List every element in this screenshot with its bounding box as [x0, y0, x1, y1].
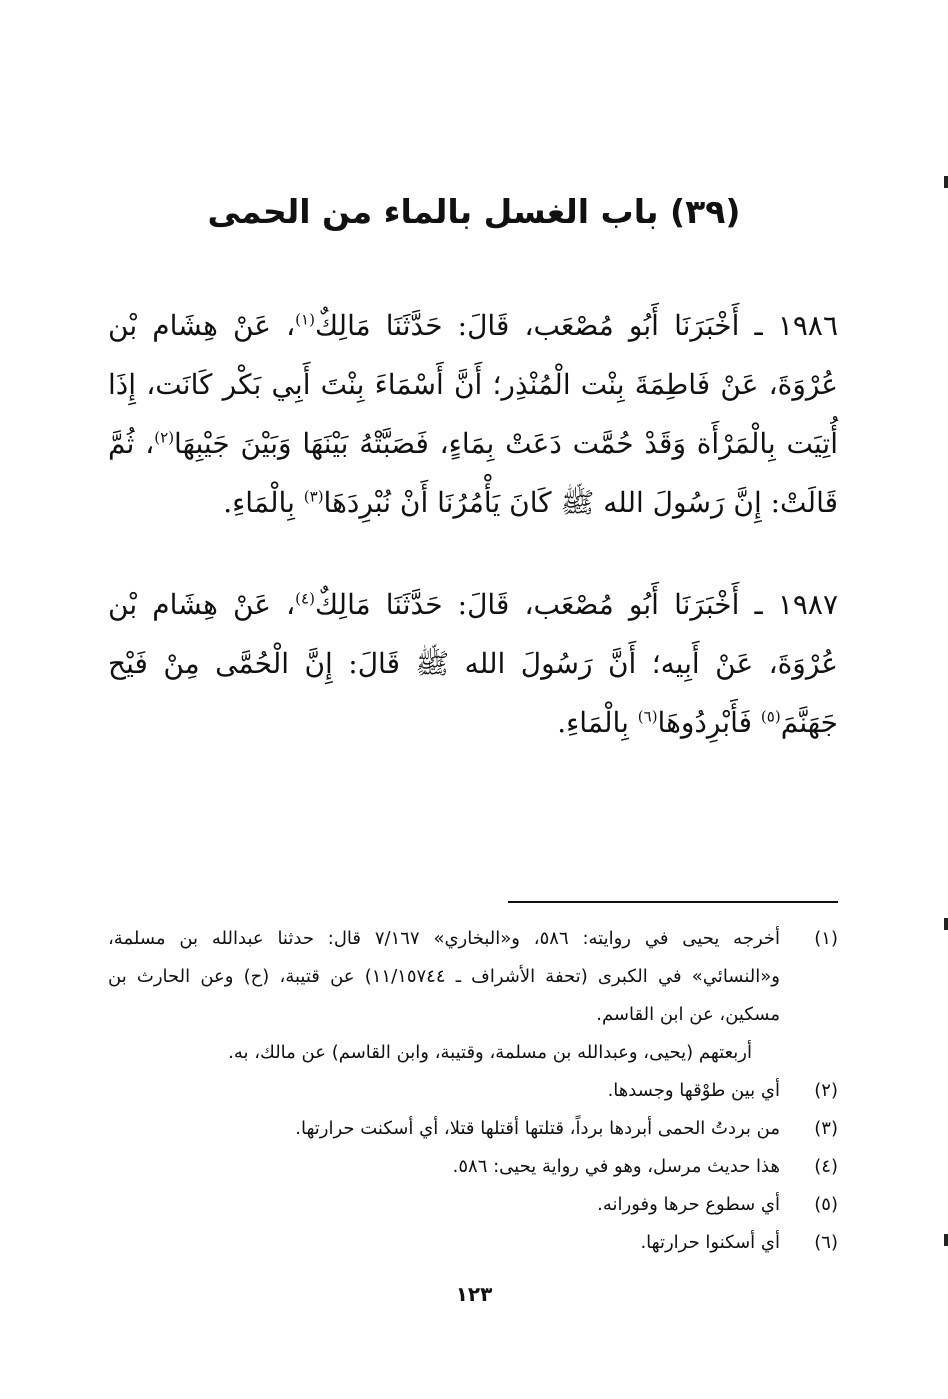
footnote-text: أي سطوع حرها وفورانه.: [597, 1194, 780, 1215]
page-number: ١٢٣: [455, 1282, 493, 1306]
scan-edge-mark: [944, 918, 948, 930]
footnote-6: [108, 1224, 838, 1262]
hadith-text: بِالْمَاءِ.: [223, 486, 304, 519]
footnote-separator: [508, 901, 838, 903]
footnote-text: هذا حديث مرسل، وهو في رواية يحيى: ٥٨٦.: [452, 1156, 780, 1177]
hadith-text: ١٩٨٦ ـ أَخْبَرَنَا أَبُو مُصْعَب، قَالَ: حَدَّثَنَا مَالِكٌ: [314, 309, 838, 342]
footnote-ref-3[interactable]: (٣): [303, 487, 324, 506]
footnotes-list: [108, 920, 838, 1262]
footnote-5: [108, 1186, 838, 1224]
footnote-3: [108, 1110, 838, 1148]
footnote-number: (٥): [814, 1194, 838, 1215]
footnote-text: أي أسكنوا حرارتها.: [640, 1232, 780, 1253]
footnote-ref-6[interactable]: (٦): [637, 707, 658, 726]
footnote-continuation: أربعتهم (يحيى، وعبدالله بن مسلمة، وقتيبة، وابن القاسم) عن مالك، به.: [228, 1042, 752, 1063]
hadith-text: ، ثُمَّ قَالَتْ: إِنَّ رَسُولَ الله ﷺ كَانَ يَأْمُرُنَا أَنْ نُبْرِدَهَا: [108, 427, 838, 519]
footnote-number: (٣): [814, 1118, 838, 1139]
hadith-text: بِالْمَاءِ.: [557, 706, 638, 739]
footnote-4: [108, 1148, 838, 1186]
scan-edge-mark: [944, 176, 948, 188]
scan-edge-mark: [944, 1234, 948, 1246]
footnote-number: (٤): [814, 1156, 838, 1177]
footnote-text: من بردتُ الحمى أبردها برداً، قتلتها أقتلها قتلا، أي أسكنت حرارتها.: [295, 1118, 780, 1139]
footnote-ref-4[interactable]: (٤): [295, 589, 315, 608]
hadith-1987: [108, 575, 838, 752]
footnote-number: (٦): [814, 1232, 838, 1253]
footnote-ref-1[interactable]: (١): [295, 310, 315, 329]
hadith-text: فَأَبْرِدُوهَا: [657, 706, 761, 739]
hadith-1986: [108, 296, 838, 532]
footnote-ref-2[interactable]: (٢): [154, 428, 175, 447]
hadith-text: ، عَنْ هِشَام بْن عُرْوَةَ، عَنْ فَاطِمَةَ بِنْت الْمُنْذِر؛ أَنَّ أَسْمَاءَ بِنْتَ أَبِي بَكْر كَانَت، إِذَا أُتِيَت بِالْمَرْأَة وَقَدْ حُمَّت دَعَتْ بِمَاءٍ، فَصَبَّتْهُ بَيْنَهَا وَبَيْنَ جَيْبِهَا: [108, 309, 839, 460]
footnote-text: أخرجه يحيى في روايته: ٥٨٦، و«البخاري» ٧/١٦٧ قال: حدثنا عبدالله بن مسلمة، و«النسائي» في الكبرى (تحفة الأشراف ـ ١١/١٥٧٤٤) عن قتيبة، (ح) وعن الحارث بن مسكين، عن ابن القاسم.: [108, 928, 781, 1025]
hadith-text: ، عَنْ هِشَام بْن عُرْوَةَ، عَنْ أَبِيه؛ أَنَّ رَسُولَ الله ﷺ قَالَ: إِنَّ الْحُمَّى مِنْ فَيْح جَهَنَّمَ: [108, 588, 838, 739]
chapter-title: (٣٩) باب الغسل بالماء من الحمى: [207, 192, 741, 231]
footnote-ref-5[interactable]: (٥): [760, 707, 781, 726]
footnote-number: (١): [814, 928, 838, 949]
hadith-text: ١٩٨٧ ـ أَخْبَرَنَا أَبُو مُصْعَب، قَالَ: حَدَّثَنَا مَالِكٌ: [314, 588, 838, 621]
footnote-number: (٢): [814, 1080, 838, 1101]
footnote-1: [108, 920, 838, 1072]
footnote-text: أي بين طوْقها وجسدها.: [607, 1080, 780, 1101]
footnote-2: [108, 1072, 838, 1110]
